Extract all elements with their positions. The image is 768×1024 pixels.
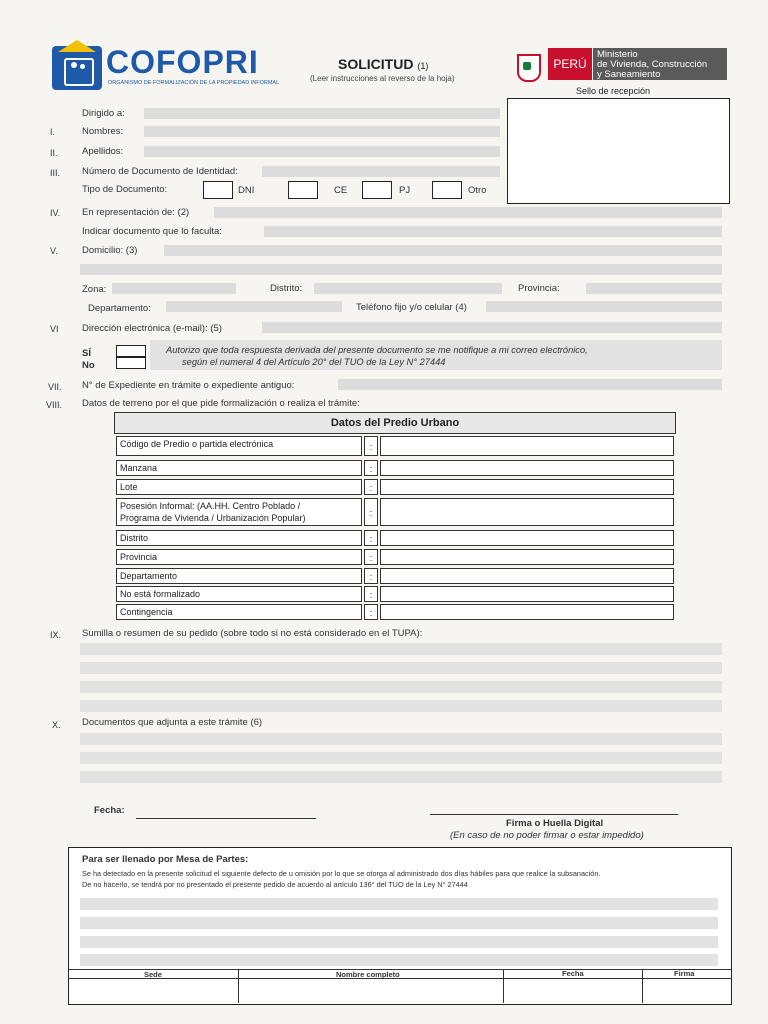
email-field[interactable] bbox=[262, 322, 722, 333]
predio-row-colon: : bbox=[364, 436, 378, 456]
zona-label: Zona: bbox=[82, 284, 107, 295]
domicilio-field[interactable] bbox=[164, 245, 722, 256]
section-number: VI bbox=[50, 324, 59, 334]
predio-row-value[interactable] bbox=[380, 498, 674, 526]
dirigido-field[interactable] bbox=[144, 108, 500, 119]
predio-row-value[interactable] bbox=[380, 460, 674, 476]
autorizo-text-2: según el numeral 4 del Artículo 20° del TUO de la Ley N° 27444 bbox=[182, 357, 446, 367]
email-label: Dirección electrónica (e-mail): (5) bbox=[82, 323, 222, 334]
predio-row-label: Posesión Informal: (AA.HH. Centro Poblado / Programa de Vivienda / Urbanización Popular) bbox=[116, 498, 362, 526]
predio-row-colon: : bbox=[364, 604, 378, 620]
predio-row-value[interactable] bbox=[380, 568, 674, 584]
predio-row-value[interactable] bbox=[380, 586, 674, 602]
mesa-col-divider bbox=[503, 969, 504, 1003]
departamento-label: Departamento: bbox=[88, 303, 151, 314]
otro-label: Otro bbox=[468, 185, 487, 196]
nombres-label: Nombres: bbox=[82, 126, 124, 137]
documentos-field-3[interactable] bbox=[80, 771, 722, 783]
dni-checkbox[interactable] bbox=[203, 181, 233, 199]
sumilla-field-4[interactable] bbox=[80, 700, 722, 712]
col-sede: Sede bbox=[144, 970, 162, 979]
ministry-badge: Ministerio de Vivienda, Construcción y Saneamiento bbox=[593, 48, 727, 80]
si-checkbox[interactable] bbox=[116, 345, 146, 357]
sello-box bbox=[507, 98, 730, 204]
section-number: V. bbox=[50, 246, 58, 256]
otro-checkbox[interactable] bbox=[432, 181, 462, 199]
distrito-field[interactable] bbox=[314, 283, 502, 294]
indicar-doc-field[interactable] bbox=[264, 226, 722, 237]
org-logo-text: COFOPRI bbox=[106, 44, 259, 80]
predio-title: Datos del Predio Urbano bbox=[114, 412, 676, 434]
firma-line[interactable] bbox=[430, 814, 678, 815]
fecha-label: Fecha: bbox=[94, 805, 125, 816]
documentos-label: Documentos que adjunta a este trámite (6) bbox=[82, 717, 263, 728]
section-number: VIII. bbox=[46, 400, 63, 410]
fecha-line[interactable] bbox=[136, 818, 316, 819]
mesa-table-top bbox=[68, 969, 732, 970]
mesa-title: Para ser llenado por Mesa de Partes: bbox=[82, 854, 249, 865]
firma-label: Firma o Huella Digital bbox=[506, 818, 604, 829]
telefono-label: Teléfono fijo y/o celular (4) bbox=[356, 302, 467, 313]
section-number: X. bbox=[52, 720, 61, 730]
tipo-doc-label: Tipo de Documento: bbox=[82, 184, 168, 195]
si-label: SÍ bbox=[82, 348, 91, 359]
predio-row-label: Departamento bbox=[116, 568, 362, 584]
apellidos-field[interactable] bbox=[144, 146, 500, 157]
section-number: II. bbox=[50, 148, 58, 158]
predio-row-label: Lote bbox=[116, 479, 362, 495]
predio-row-label: Provincia bbox=[116, 549, 362, 565]
expediente-label: N° de Expediente en trámite o expediente antiguo: bbox=[82, 380, 295, 391]
predio-row-label: Contingencia bbox=[116, 604, 362, 620]
provincia-field[interactable] bbox=[586, 283, 722, 294]
predio-row-value[interactable] bbox=[380, 604, 674, 620]
section-number: IX. bbox=[50, 630, 62, 640]
org-subtitle: ORGANISMO DE FORMALIZACIÓN DE LA PROPIEDAD INFORMAL bbox=[108, 80, 280, 86]
mesa-col-divider bbox=[238, 969, 239, 1003]
pj-checkbox[interactable] bbox=[362, 181, 392, 199]
form-title: SOLICITUD (1) bbox=[338, 56, 429, 72]
mesa-field-4[interactable] bbox=[80, 954, 718, 966]
predio-row-colon: : bbox=[364, 586, 378, 602]
mesa-table-mid bbox=[68, 978, 732, 979]
nombres-field[interactable] bbox=[144, 126, 500, 137]
representacion-label: En representación de: (2) bbox=[82, 207, 190, 218]
col-firma: Firma bbox=[674, 969, 695, 978]
indicar-doc-label: Indicar documento que lo faculta: bbox=[82, 226, 222, 237]
section-number: III. bbox=[50, 168, 61, 178]
peru-coat-of-arms-icon bbox=[512, 50, 542, 82]
no-checkbox[interactable] bbox=[116, 357, 146, 369]
mesa-field-2[interactable] bbox=[80, 917, 718, 929]
terreno-label: Datos de terreno por el que pide formalización o realiza el trámite: bbox=[82, 398, 360, 409]
sumilla-field-3[interactable] bbox=[80, 681, 722, 693]
predio-row-colon: : bbox=[364, 530, 378, 546]
predio-row-label: Distrito bbox=[116, 530, 362, 546]
predio-row-value[interactable] bbox=[380, 530, 674, 546]
no-label: No bbox=[82, 360, 95, 371]
telefono-field[interactable] bbox=[486, 301, 722, 312]
num-doc-label: Número de Documento de Identidad: bbox=[82, 166, 238, 177]
ce-label: CE bbox=[334, 185, 348, 196]
predio-row-colon: : bbox=[364, 549, 378, 565]
cofopri-logo-icon bbox=[52, 46, 102, 90]
firma-note: (En caso de no poder firmar o estar impedido) bbox=[450, 830, 644, 841]
section-number: I. bbox=[50, 127, 56, 137]
dirigido-label: Dirigido a: bbox=[82, 108, 125, 119]
peru-badge: PERÚ bbox=[548, 48, 592, 80]
mesa-field-3[interactable] bbox=[80, 936, 718, 948]
col-fecha: Fecha bbox=[562, 969, 584, 978]
documentos-field-2[interactable] bbox=[80, 752, 722, 764]
distrito-label: Distrito: bbox=[270, 283, 303, 294]
predio-row-value[interactable] bbox=[380, 549, 674, 565]
section-number: VII. bbox=[48, 382, 62, 392]
sumilla-label: Sumilla o resumen de su pedido (sobre todo si no está considerado en el TUPA): bbox=[82, 628, 423, 639]
ce-checkbox[interactable] bbox=[288, 181, 318, 199]
sumilla-field-1[interactable] bbox=[80, 643, 722, 655]
mesa-field-1[interactable] bbox=[80, 898, 718, 910]
predio-row-value[interactable] bbox=[380, 479, 674, 495]
dni-label: DNI bbox=[238, 185, 255, 196]
title-note: (1) bbox=[417, 61, 429, 71]
sello-label: Sello de recepción bbox=[576, 86, 651, 96]
provincia-label: Provincia: bbox=[518, 283, 560, 294]
pj-label: PJ bbox=[399, 185, 411, 196]
predio-row-colon: : bbox=[364, 498, 378, 526]
mesa-col-divider bbox=[642, 969, 643, 1003]
mesa-text-2: De no hacerlo, se tendrá por no presentado el presente pedido de acuerdo al artículo 136° del TUO de la Ley N° 27444 bbox=[82, 880, 468, 889]
sumilla-field-2[interactable] bbox=[80, 662, 722, 674]
predio-row-value[interactable] bbox=[380, 436, 674, 456]
predio-row-label: Manzana bbox=[116, 460, 362, 476]
predio-row-label: No está formalizado bbox=[116, 586, 362, 602]
mesa-text-1: Se ha detectado en la presente solicitud el siguiente defecto de u omisión por lo que se otorga al administrado dos días hábiles para que realice la subsanación. bbox=[82, 869, 601, 878]
expediente-field[interactable] bbox=[338, 379, 722, 390]
num-doc-field[interactable] bbox=[262, 166, 500, 177]
zona-field[interactable] bbox=[112, 283, 236, 294]
representacion-field[interactable] bbox=[214, 207, 722, 218]
form-subtitle: (Leer instrucciones al reverso de la hoja) bbox=[310, 74, 455, 83]
domicilio-label: Domicilio: (3) bbox=[82, 245, 138, 256]
domicilio-field-2[interactable] bbox=[80, 264, 722, 275]
apellidos-label: Apellidos: bbox=[82, 146, 124, 157]
documentos-field-1[interactable] bbox=[80, 733, 722, 745]
col-nombre: Nombre completo bbox=[336, 970, 400, 979]
predio-row-colon: : bbox=[364, 460, 378, 476]
predio-row-colon: : bbox=[364, 479, 378, 495]
autorizo-text-1: Autorizo que toda respuesta derivada del presente documento se me notifique a mi correo electrónico, bbox=[166, 345, 588, 355]
departamento-field[interactable] bbox=[166, 301, 342, 312]
predio-row-colon: : bbox=[364, 568, 378, 584]
predio-row-label: Código de Predio o partida electrónica bbox=[116, 436, 362, 456]
section-number: IV. bbox=[50, 208, 61, 218]
